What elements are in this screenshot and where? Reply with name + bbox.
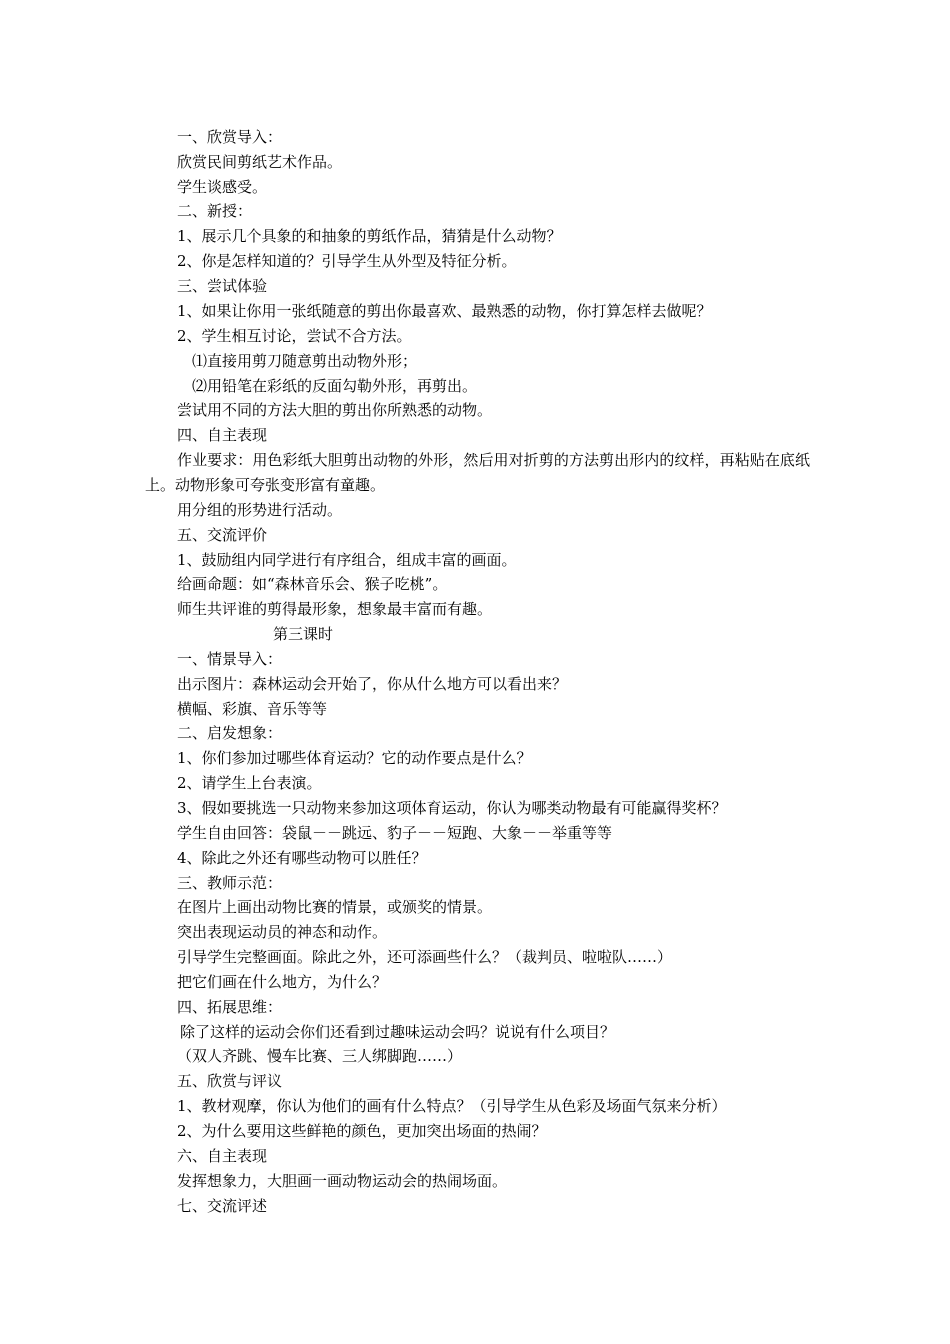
section-heading: 一、欣赏导入： [177, 128, 283, 146]
paragraph: 在图片上画出动物比赛的情景，或颁奖的情景。 [177, 898, 493, 916]
section-heading: 二、启发想象： [177, 724, 283, 742]
paragraph: 给画命题：如“森林音乐会、猴子吃桃”。 [177, 575, 448, 593]
paragraph: 横幅、彩旗、音乐等等 [177, 700, 328, 718]
paragraph: 师生共评谁的剪得最形象，想象最丰富而有趣。 [177, 600, 493, 618]
paragraph: 学生谈感受。 [177, 178, 268, 196]
section-heading: 七、交流评述 [177, 1197, 268, 1215]
paragraph: 1、展示几个具象的和抽象的剪纸作品，猜猜是什么动物？ [177, 227, 562, 245]
paragraph: 4、除此之外还有哪些动物可以胜任？ [177, 849, 427, 867]
paragraph: 出示图片：森林运动会开始了，你从什么地方可以看出来？ [177, 675, 568, 693]
list-item: ⑴直接用剪刀随意剪出动物外形； [192, 352, 418, 370]
paragraph: 把它们画在什么地方，为什么？ [177, 973, 388, 991]
section-heading: 一、情景导入： [177, 650, 283, 668]
paragraph: 欣赏民间剪纸艺术作品。 [177, 153, 343, 171]
paragraph-wrapped: 作业要求：用色彩纸大胆剪出动物的外形，然后用对折剪的方法剪出形内的纹样，再粘贴在底纸上。动物形象可夸张变形富有童趣。 [145, 451, 810, 494]
paragraph: 2、学生相互讨论，尝试不合方法。 [177, 327, 412, 345]
paragraph: 尝试用不同的方法大胆的剪出你所熟悉的动物。 [177, 401, 493, 419]
paragraph: （双人齐跳、慢车比赛、三人绑脚跑……） [177, 1047, 463, 1065]
paragraph: 1、教材观摩，你认为他们的画有什么特点？（引导学生从色彩及场面气氛来分析） [177, 1097, 727, 1115]
paragraph: 除了这样的运动会你们还看到过趣味运动会吗？说说有什么项目？ [180, 1023, 616, 1041]
paragraph: 学生自由回答：袋鼠－－跳远、豹子－－短跑、大象－－举重等等 [177, 824, 613, 842]
paragraph: 用分组的形势进行活动。 [177, 501, 343, 519]
section-heading: 五、交流评价 [177, 526, 268, 544]
paragraph: 3、假如要挑选一只动物来参加这项体育运动，你认为哪类动物最有可能赢得奖杯？ [177, 799, 727, 817]
paragraph: 1、如果让你用一张纸随意的剪出你最喜欢、最熟悉的动物，你打算怎样去做呢？ [177, 302, 712, 320]
paragraph: 2、请学生上台表演。 [177, 774, 322, 792]
paragraph: 1、鼓励组内同学进行有序组合，组成丰富的画面。 [177, 551, 517, 569]
paragraph: 1、你们参加过哪些体育运动？它的动作要点是什么？ [177, 749, 532, 767]
list-item: ⑵用铅笔在彩纸的反面勾勒外形，再剪出。 [192, 377, 478, 395]
section-heading: 四、拓展思维： [177, 998, 283, 1016]
paragraph: 2、你是怎样知道的？引导学生从外型及特征分析。 [177, 252, 517, 270]
section-heading: 五、欣赏与评议 [177, 1072, 283, 1090]
section-heading: 六、自主表现 [177, 1147, 268, 1165]
paragraph: 突出表现运动员的神态和动作。 [177, 923, 388, 941]
section-heading: 三、尝试体验 [177, 277, 268, 295]
lesson-title: 第三课时 [273, 625, 334, 643]
section-heading: 四、自主表现 [177, 426, 268, 444]
paragraph: 2、为什么要用这些鲜艳的颜色，更加突出场面的热闹？ [177, 1122, 547, 1140]
paragraph: 引导学生完整画面。除此之外，还可添画些什么？（裁判员、啦啦队……） [177, 948, 673, 966]
paragraph: 发挥想象力，大胆画一画动物运动会的热闹场面。 [177, 1172, 508, 1190]
section-heading: 三、教师示范： [177, 874, 283, 892]
section-heading: 二、新授： [177, 202, 253, 220]
